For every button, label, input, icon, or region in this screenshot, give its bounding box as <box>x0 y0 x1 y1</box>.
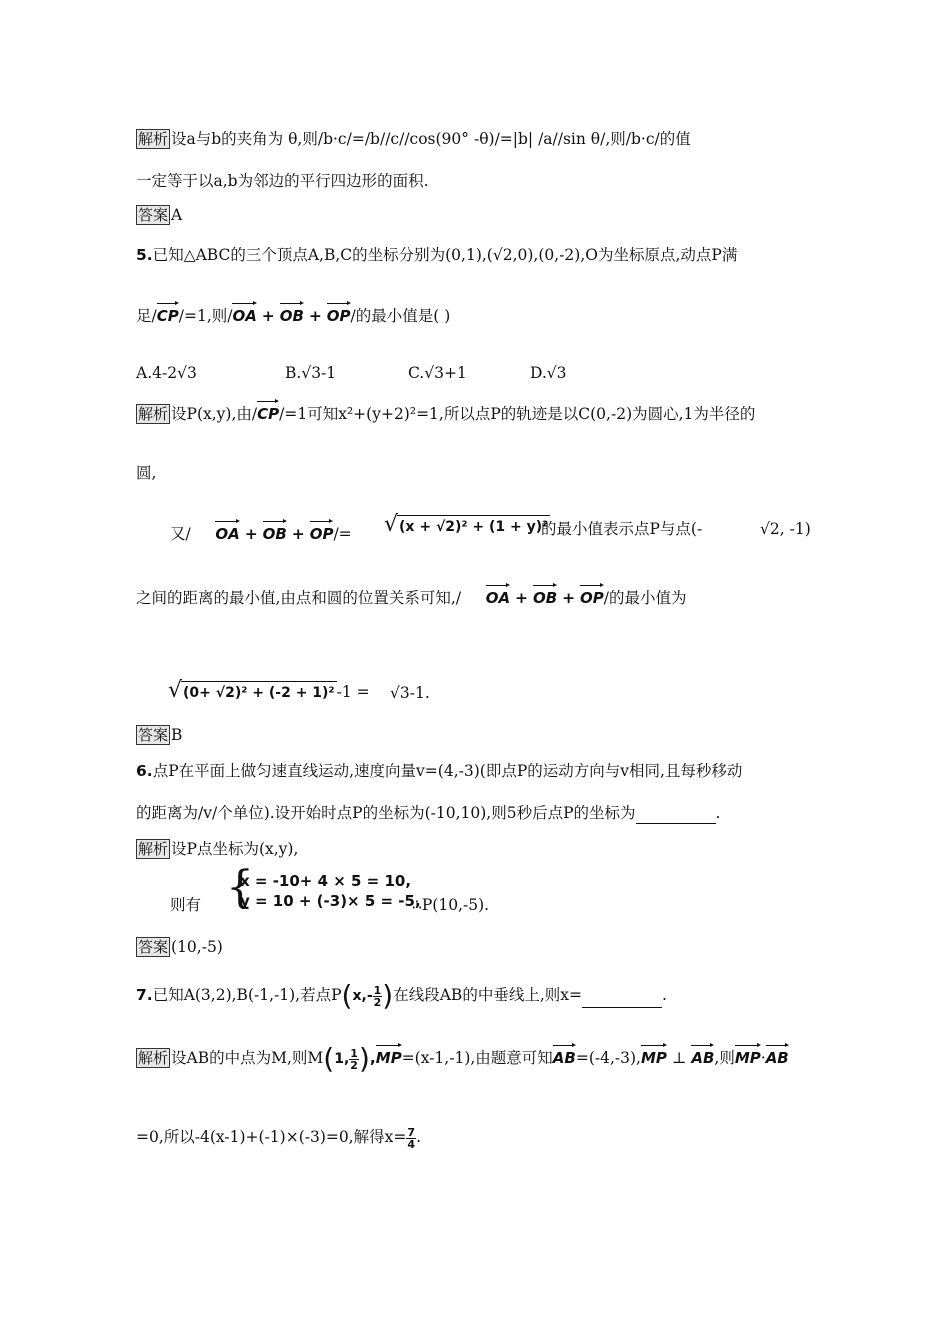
q5-analysis-line5: √(0+ √2)² + (-2 + 1)² -1 = <box>168 678 370 703</box>
sec4-analysis-line2: 一定等于以a,b为邻边的平行四边形的面积. <box>136 172 429 190</box>
answer-tag: 答案 <box>138 726 169 744</box>
vector-op: OP <box>327 300 351 327</box>
answer-blank <box>582 991 662 1008</box>
q7-analysis-line2: =0,所以-4(x-1)+(-1)×(-3)=0,解得x= $\frac{7}{4}$ . <box>136 1125 421 1151</box>
vector-oa: OA <box>232 300 256 327</box>
answer-blank <box>636 807 716 824</box>
vector-ob: OB <box>280 300 304 327</box>
q6-analysis-result: ∴P(10,-5). <box>412 896 490 914</box>
analysis-tag: 解析 <box>138 840 169 858</box>
q6-analysis-line1: 解析 设P点坐标为(x,y), <box>138 840 299 858</box>
sec4-analysis-line1: 解析 设a与b的夹角为 θ,则/b·c/=/b//c//cos(90° -θ)/=|b| /a//sin θ/,则/b·c/的值 <box>138 130 691 148</box>
vector-mp: MP <box>376 1042 402 1069</box>
q6-analysis-then: 则有 <box>170 896 202 914</box>
q5-analysis-line4: 之间的距离的最小值,由点和圆的位置关系可知,/ OA + OB + OP/的最小值为 <box>136 582 687 609</box>
q5-stem-line2: 足/ CP/=1,则/ OA + OB + OP/的最小值是( ) <box>136 300 450 327</box>
option-b: B.√3-1 <box>285 364 337 382</box>
answer-tag: 答案 <box>138 206 169 224</box>
q6-stem-line1: 6.点P在平面上做匀速直线运动,速度向量v=(4,-3)(即点P的运动方向与v相同,且每秒移动 <box>136 762 743 780</box>
analysis-tag: 解析 <box>138 405 169 423</box>
q6-answer: 答案 (10,-5) <box>138 938 223 956</box>
vector-cp: CP <box>157 300 179 327</box>
q5-analysis-line3: 又/ OA + OB + OP/= <box>170 518 352 545</box>
analysis-tag: 解析 <box>138 130 169 148</box>
sec4-answer: 答案 A <box>138 206 183 224</box>
option-c: C.√3+1 <box>408 364 467 382</box>
q5-analysis-line1: 解析 设P(x,y),由/ CP/=1可知x²+(y+2)²=1,所以点P的轨迹是以C(0,-2)为圆心,1为半径的 <box>136 398 755 425</box>
q7-analysis-line1: 解析 设AB的中点为M,则M(1, $\frac{1}{2}$ ), MP=(x-1,-1),由题意可知 AB=(-4,-3), MP ⊥ AB,则 MP· AB <box>138 1042 789 1075</box>
vector-ab: AB <box>553 1042 576 1069</box>
q5-radical-1: √(x + √2)² + (1 + y)² <box>384 512 549 537</box>
system-eq2: y = 10 + (-3)× 5 = -5, <box>240 892 421 910</box>
option-a: A.4-2√3 <box>136 364 197 382</box>
system-eq1: x = -10+ 4 × 5 = 10, <box>240 872 412 890</box>
system-brace: { <box>226 862 254 913</box>
analysis-tag: 解析 <box>138 1049 169 1067</box>
q5-answer: 答案 B <box>138 726 183 744</box>
q5-analysis-line3-end: 的最小值表示点P与点(- <box>541 520 703 538</box>
q5-options <box>136 362 197 384</box>
answer-tag: 答案 <box>138 938 169 956</box>
option-d: D.√3 <box>530 364 567 382</box>
q5-stem-line1: 5.已知△ABC的三个顶点A,B,C的坐标分别为(0,1),(√2,0),(0,-2),O为坐标原点,动点P满 <box>136 246 738 264</box>
q6-stem-line2: 的距离为/v/个单位).设开始时点P的坐标为(-10,10),则5秒后点P的坐标为 . <box>136 804 721 822</box>
q5-analysis-line2: 圆, <box>136 464 157 482</box>
q7-stem: 7.已知A(3,2),B(-1,-1),若点P(x,- $\frac{1}{2}$ )在线段AB的中垂线上,则x= . <box>136 979 667 1012</box>
